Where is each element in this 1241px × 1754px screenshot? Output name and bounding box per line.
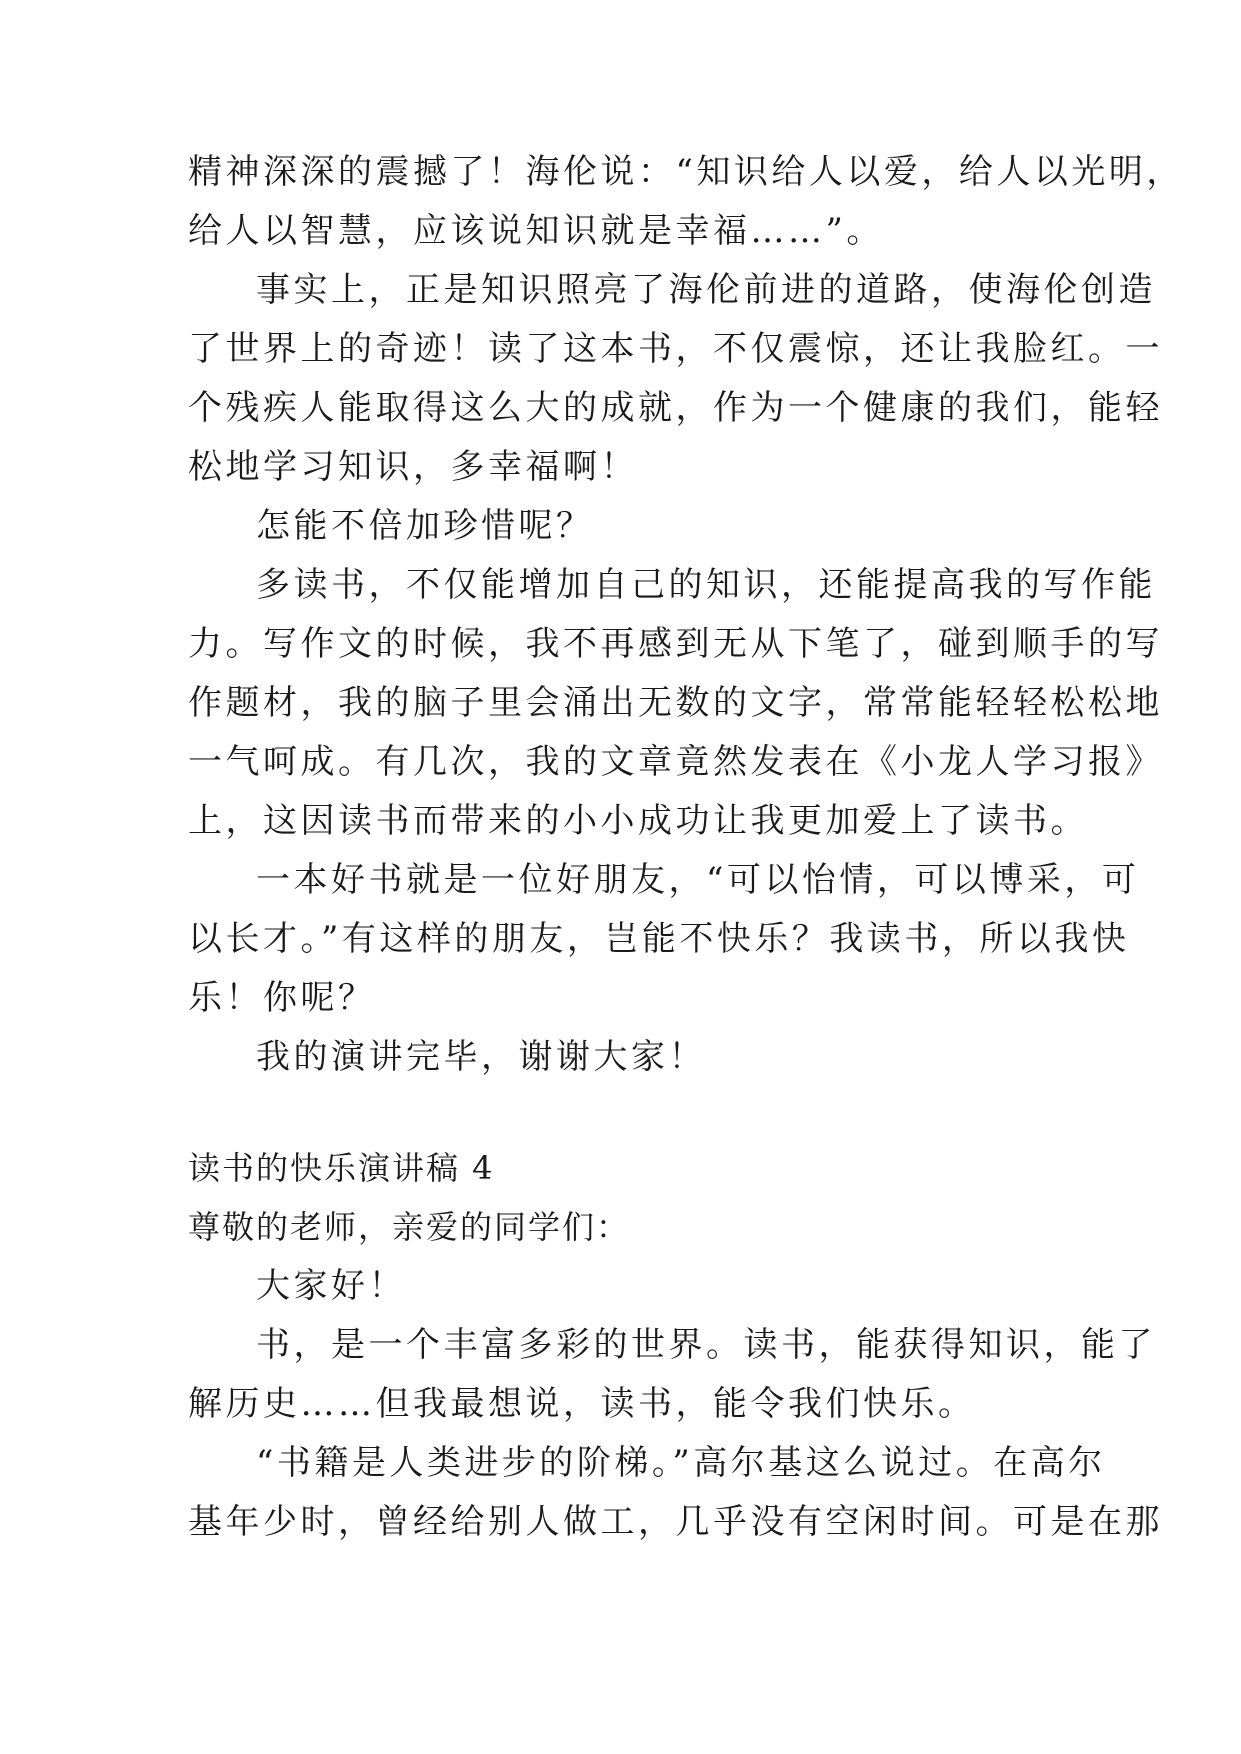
greeting: 大家好！ [256, 1266, 406, 1306]
text-line: “书籍是人类进步的阶梯。”高尔基这么说过。在高尔 [256, 1443, 1106, 1483]
text-line: 事实上，正是知识照亮了海伦前进的道路，使海伦创造 [256, 270, 1156, 310]
text-line: 作题材，我的脑子里会涌出无数的文字，常常能轻轻松松地 [188, 683, 1163, 723]
text-line: 个残疾人能取得这么大的成就，作为一个健康的我们，能轻 [188, 388, 1163, 428]
text-line: 基年少时，曾经给别人做工，几乎没有空闲时间。可是在那 [188, 1502, 1163, 1542]
text-line: 多读书，不仅能增加自己的知识，还能提高我的写作能 [256, 565, 1156, 605]
text-line: 解历史……但我最想说，读书，能令我们快乐。 [188, 1384, 976, 1424]
text-line: 精神深深的震撼了！海伦说：“知识给人以爱，给人以光明， [188, 152, 1184, 192]
text-line: 力。写作文的时候，我不再感到无从下笔了，碰到顺手的写 [188, 624, 1163, 664]
text-line: 书，是一个丰富多彩的世界。读书，能获得知识，能了 [256, 1325, 1156, 1365]
text-line: 松地学习知识，多幸福啊！ [188, 447, 638, 487]
text-line: 了世界上的奇迹！读了这本书，不仅震惊，还让我脸红。一 [188, 329, 1163, 369]
section-heading: 读书的快乐演讲稿 4 [188, 1149, 495, 1187]
text-line: 一气呵成。有几次，我的文章竟然发表在《小龙人学习报》 [188, 742, 1163, 782]
text-line: 上，这因读书而带来的小小成功让我更加爱上了读书。 [188, 801, 1088, 841]
text-line: 以长才。”有这样的朋友，岂能不快乐？我读书，所以我快 [188, 919, 1130, 959]
salutation: 尊敬的老师，亲爱的同学们： [188, 1208, 631, 1246]
text-line: 一本好书就是一位好朋友，“可以怡情，可以博采，可 [256, 860, 1140, 900]
text-line: 乐！你呢？ [188, 978, 376, 1018]
text-line: 给人以智慧，应该说知识就是幸福……”。 [188, 211, 884, 251]
text-line: 我的演讲完毕，谢谢大家！ [256, 1037, 706, 1077]
text-line: 怎能不倍加珍惜呢？ [256, 506, 594, 546]
